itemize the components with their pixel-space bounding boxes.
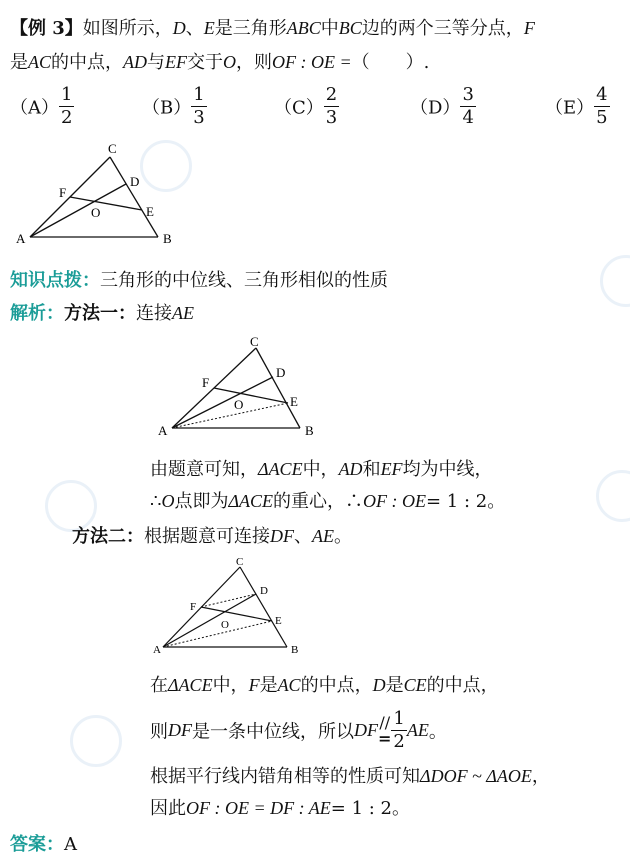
svg-text:C: C — [236, 556, 244, 568]
svg-text:D: D — [260, 585, 268, 597]
answer-value: A — [64, 834, 77, 855]
method2-line-4: 因此OF : OE = DF : AE= 1 : 2。 — [150, 798, 411, 819]
segment-fe — [70, 197, 142, 210]
segment-ad — [30, 184, 126, 237]
dashed-segment-ae — [172, 403, 288, 428]
method2-label: 方法二： — [72, 526, 144, 547]
label-d: D — [130, 174, 140, 189]
watermark-logo — [600, 255, 630, 307]
svg-text:D: D — [276, 365, 286, 380]
label-b: B — [163, 231, 172, 246]
method1-label: 方法一： — [64, 303, 136, 324]
method2-line-1: 在ΔACE中，F是AC的中点，D是CE的中点， — [150, 675, 499, 696]
option-e[interactable]: （E） $\frac{4}{5}$ — [545, 84, 608, 128]
problem-line-2: 是AC的中点，AD与EF交于O，则OF : OE =（ ）. — [10, 52, 430, 73]
svg-text:C: C — [250, 334, 259, 349]
svg-text:E: E — [290, 394, 298, 409]
method2-line-3: 根据平行线内错角相等的性质可知ΔDOF ~ ΔAOE， — [150, 766, 550, 787]
svg-text:B: B — [291, 644, 299, 656]
label-e: E — [146, 204, 154, 219]
svg-text:F: F — [202, 375, 210, 390]
svg-text:A: A — [153, 644, 161, 656]
watermark-logo — [596, 470, 630, 522]
svg-text:O: O — [221, 619, 229, 631]
option-a[interactable]: （A） $\frac{1}{2}$ — [10, 84, 73, 128]
answer-line — [10, 830, 77, 856]
knowledge-text: 三角形的中位线、三角形相似的性质 — [100, 270, 388, 291]
problem-line-1: 【例 3】如图所示，D、E是三角形ABC中BC边的两个三等分点，F — [10, 18, 535, 39]
method2-line-2: 则DF是一条中位线，所以DF // = $\frac{1}{2}$ AE。 — [150, 708, 447, 752]
answer-label: 答案： — [10, 834, 64, 855]
knowledge-line — [10, 266, 388, 292]
label-a: A — [16, 231, 26, 246]
svg-text:B: B — [305, 423, 314, 438]
option-b[interactable]: （B） $\frac{1}{3}$ — [142, 84, 205, 128]
svg-text:E: E — [275, 615, 282, 627]
dashed-segment-df — [201, 594, 256, 607]
figure-triangle-3 — [145, 550, 325, 660]
figure-triangle-2 — [150, 330, 330, 440]
label-o: O — [91, 205, 101, 220]
option-e-fraction: $\frac{4}{5}$ — [596, 84, 608, 128]
option-b-fraction: $\frac{1}{3}$ — [193, 84, 205, 128]
method2-line: 方法二：根据题意可连接DF、AE。 — [72, 526, 352, 547]
option-a-fraction: $\frac{1}{2}$ — [61, 84, 73, 128]
problem-tag: 【例 3】 — [10, 18, 83, 39]
figure-triangle-1 — [0, 140, 200, 250]
method1-line-1: 由题意可知，ΔACE中，AD和EF均为中线， — [150, 459, 493, 480]
svg-text:O: O — [234, 397, 244, 412]
option-d[interactable]: （D） $\frac{3}{4}$ — [410, 84, 474, 128]
svg-text:F: F — [190, 601, 197, 613]
dashed-segment-ae — [163, 621, 272, 647]
analysis-line: 解析：方法一：连接AE — [10, 303, 194, 324]
option-d-fraction: $\frac{3}{4}$ — [462, 84, 474, 128]
watermark-logo — [70, 715, 122, 767]
label-c: C — [108, 141, 117, 156]
option-c-fraction: $\frac{2}{3}$ — [325, 84, 338, 128]
svg-text:A: A — [158, 423, 168, 438]
segment-cb — [110, 157, 158, 237]
label-f: F — [59, 185, 67, 200]
analysis-label: 解析： — [10, 303, 64, 324]
knowledge-label: 知识点拨： — [10, 270, 100, 291]
method1-line-2: ∴O点即为ΔACE的重心，∴OF : OE= 1 : 2。 — [150, 491, 506, 512]
half-fraction: $\frac{1}{2}$ — [393, 708, 405, 752]
parallel-equal-symbol: // = — [378, 712, 392, 748]
option-c[interactable]: （C） $\frac{2}{3}$ — [274, 84, 338, 128]
